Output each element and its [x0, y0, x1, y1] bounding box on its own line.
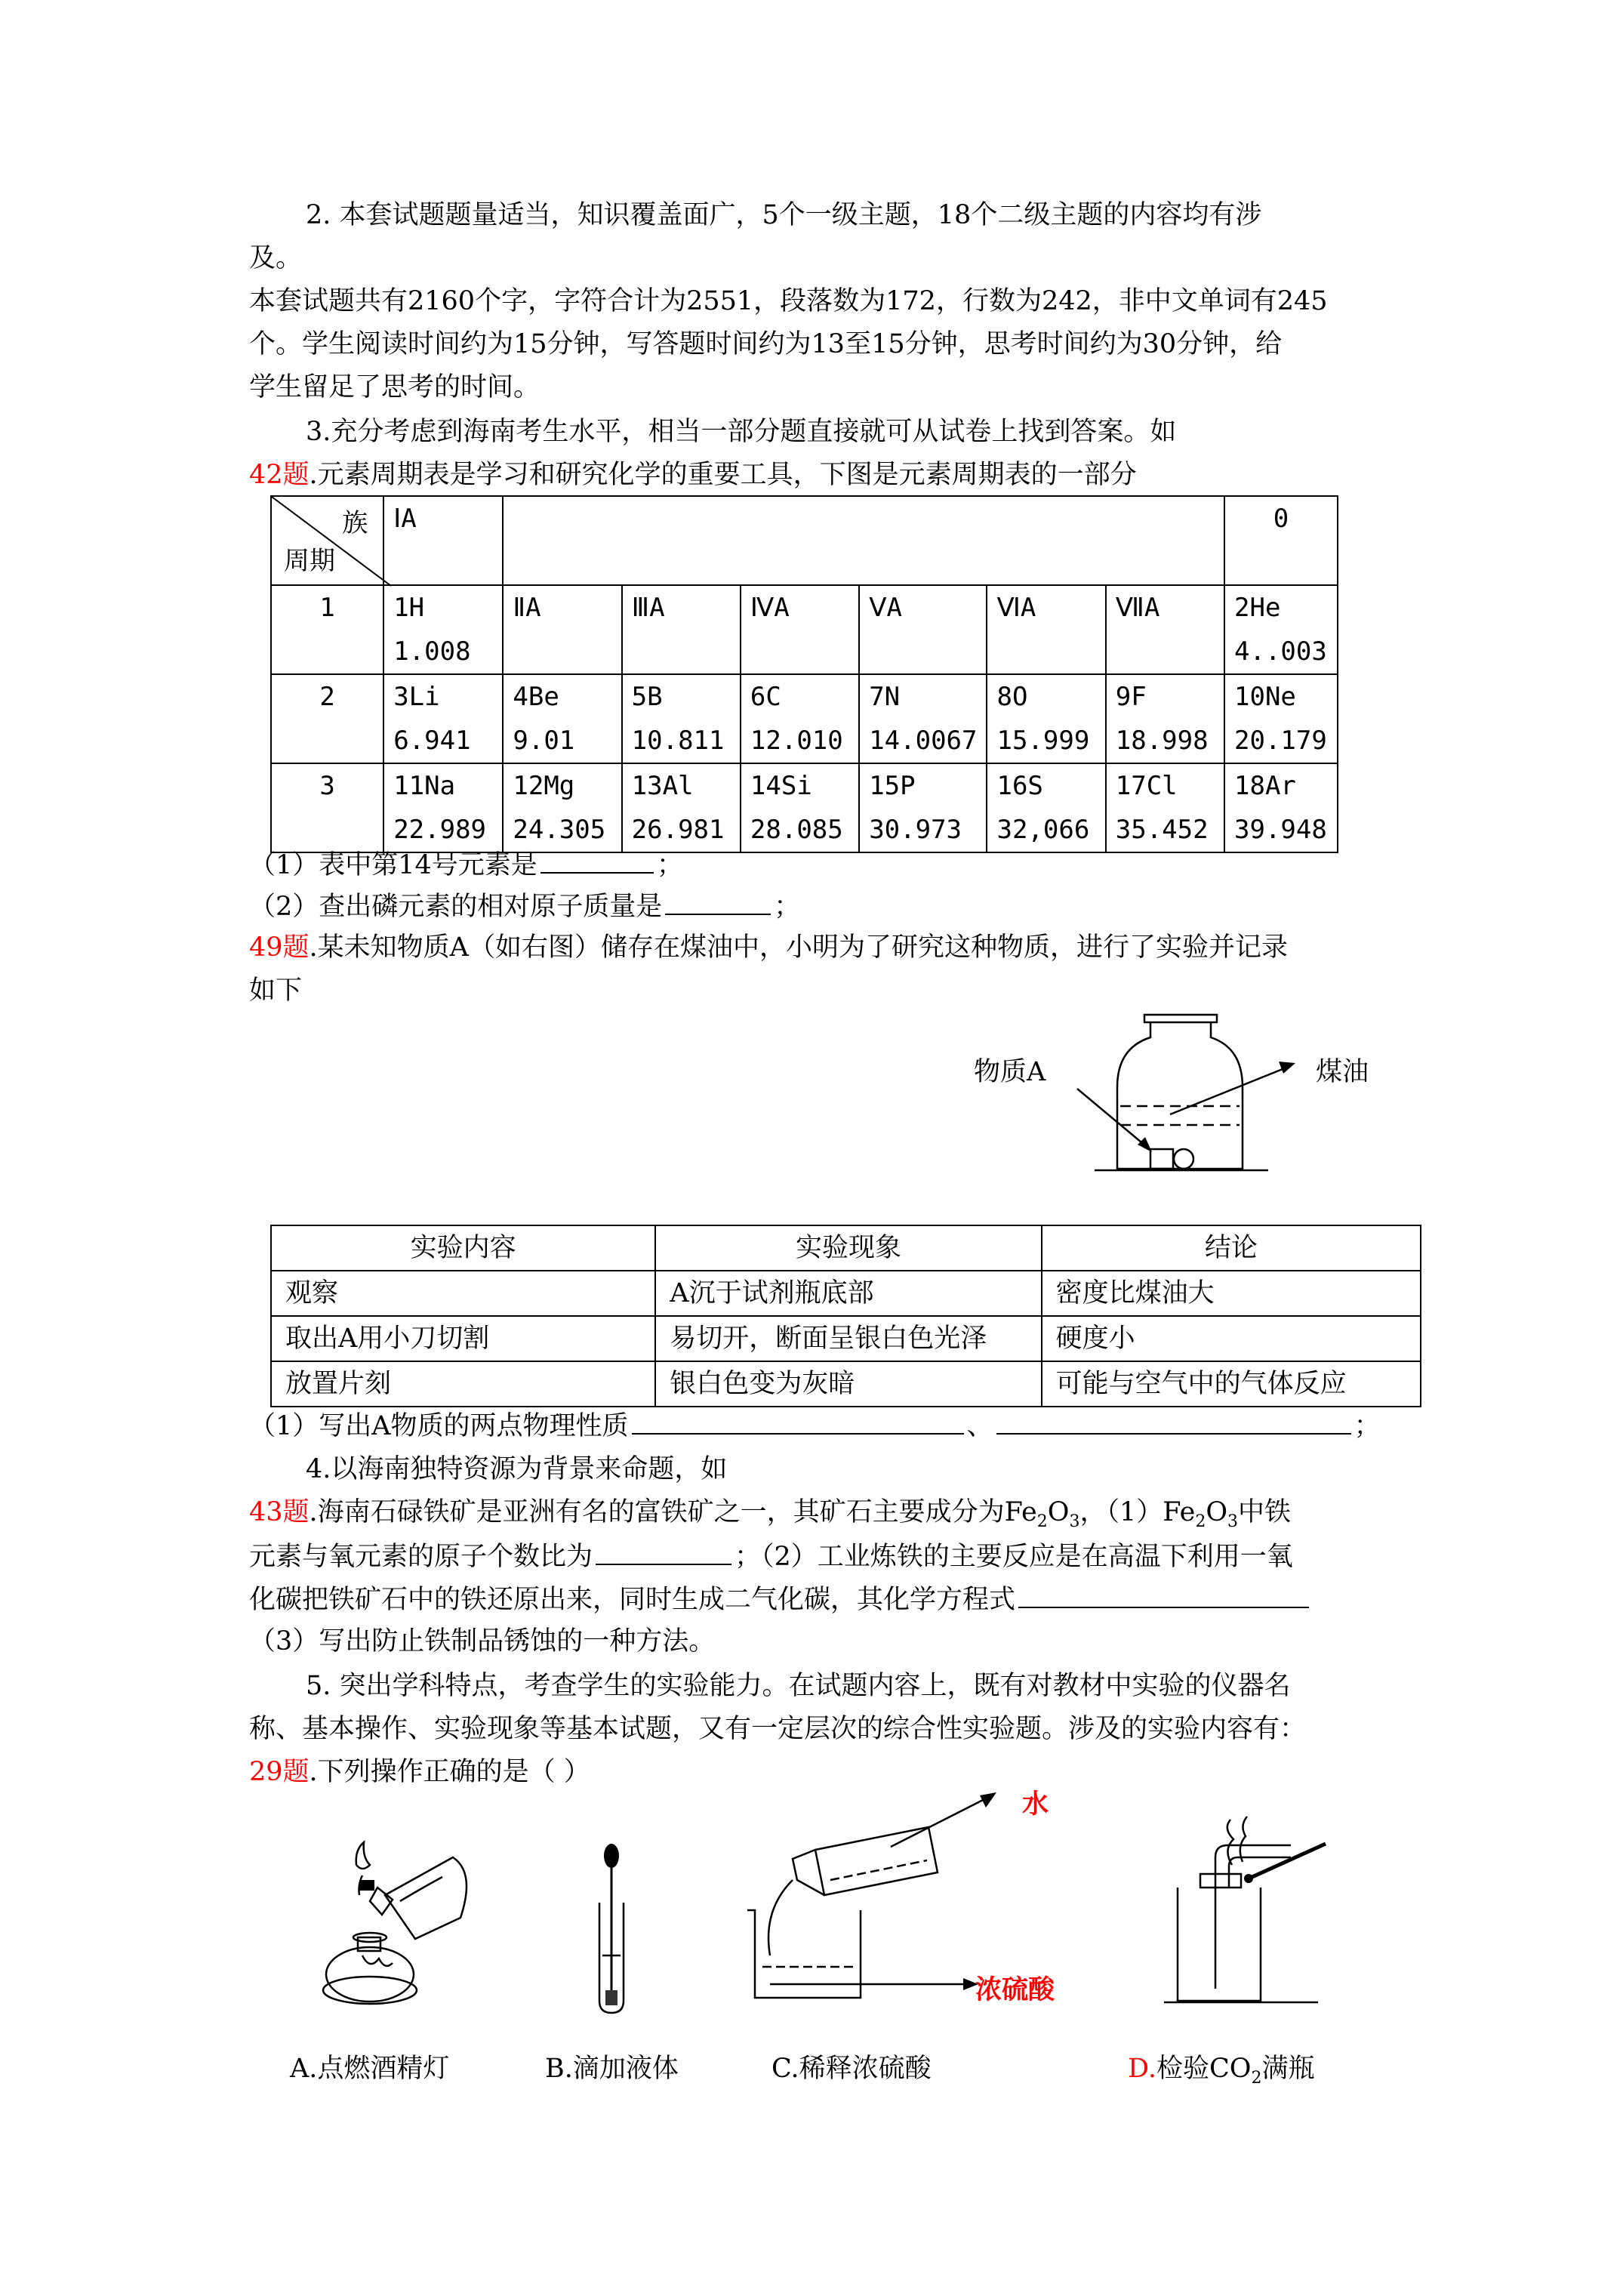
q29-text: .下列操作正确的是（ ） [309, 1757, 590, 1787]
substance-a-piece [1174, 1149, 1193, 1169]
q43-line1-c: ，（1）Fe [1079, 1497, 1196, 1527]
element-cell [622, 763, 741, 852]
element-mass: 1.008 [393, 636, 471, 667]
q49-sub1 [249, 1407, 1381, 1444]
q49-answer-blank-2[interactable] [996, 1407, 1351, 1435]
q43-line2 [249, 1538, 1293, 1574]
cell-conclusion: 硬度小 [1042, 1316, 1421, 1361]
element-symbol: 2He [1234, 593, 1281, 623]
option-c-caption: C.稀释浓硫酸 [771, 2054, 932, 2084]
q49-text-line1: .某未知物质A（如右图）储存在煤油中，小明为了研究这种物质，进行了实验并记录 [309, 932, 1288, 963]
dropper-bulb [604, 1844, 619, 1868]
element-symbol: 5B [631, 682, 663, 712]
element-cell [503, 763, 621, 852]
cell-conclusion: 可能与空气中的气体反应 [1042, 1361, 1421, 1407]
element-symbol: ⅦA [1115, 593, 1160, 623]
element-symbol: 17Cl [1115, 771, 1178, 801]
cell-content: 取出A用小刀切割 [271, 1316, 655, 1361]
q43-answer-blank-2[interactable] [1018, 1581, 1309, 1608]
element-symbol: ⅢA [631, 593, 665, 623]
q49-sub1-sep: 、 [966, 1411, 993, 1441]
element-cell [1224, 674, 1338, 763]
element-cell [741, 763, 859, 852]
element-symbol: 4Be [513, 682, 559, 712]
q42-sub1 [249, 846, 683, 883]
element-symbol: 18Ar [1234, 771, 1296, 801]
co2-test-figure [1147, 1820, 1329, 2008]
option-d-text: 检验CO [1156, 2054, 1252, 2084]
cell-phenomenon: 银白色变为灰暗 [655, 1361, 1041, 1407]
tilted-lamp [385, 1857, 467, 1939]
gas-bottle [1178, 1888, 1261, 2001]
element-symbol: 3Li [393, 682, 440, 712]
element-symbol: 14Si [750, 771, 812, 801]
element-cell [987, 674, 1105, 763]
element-symbol: 6C [750, 682, 781, 712]
tilted-lamp-line [400, 1877, 442, 1901]
element-cell [1106, 585, 1224, 674]
element-cell [1106, 674, 1224, 763]
q29-stem [249, 1755, 590, 1789]
dropper-figure [581, 1842, 642, 2023]
arrow-to-a [1077, 1089, 1146, 1146]
element-mass: 30.973 [869, 815, 962, 845]
element-mass: 20.179 [1234, 726, 1327, 756]
q42-sub2 [249, 888, 800, 924]
header-blank-span [503, 496, 1224, 585]
q43-line1-a: .海南石碌铁矿是亚洲有名的富铁矿之一，其矿石主要成分为Fe [309, 1497, 1037, 1527]
cell-conclusion: 密度比煤油大 [1042, 1271, 1421, 1316]
periodic-table [270, 495, 1338, 853]
experiment-table [270, 1225, 1421, 1407]
element-symbol: ⅣA [750, 593, 790, 623]
q42-sub2-end: ； [774, 892, 801, 922]
element-symbol: 9F [1115, 682, 1147, 712]
q43-line1-b: O [1047, 1497, 1070, 1527]
smoke-2 [1240, 1817, 1247, 1862]
element-cell [987, 585, 1105, 674]
cell-content: 观察 [271, 1271, 655, 1316]
element-symbol: ⅤA [869, 593, 902, 623]
element-symbol: 13Al [631, 771, 694, 801]
ember [1244, 1874, 1253, 1883]
diagonal-header-cell [271, 496, 383, 585]
alcohol-lamp-figure [310, 1842, 491, 2016]
paragraph-3: 3.充分考虑到海南考生水平，相当一部分题直接就可从试卷上找到答案。如 [306, 417, 1177, 447]
arrowhead-a [1138, 1137, 1152, 1152]
element-cell [503, 674, 621, 763]
element-mass: 9.01 [513, 726, 575, 756]
arrowhead-water [980, 1792, 996, 1808]
stats-line1: 本套试题共有2160个字，字符合计为2551，段落数为172，行数为242，非中文单词有245 [249, 286, 1328, 316]
element-mass: 28.085 [750, 815, 843, 845]
q43-number: 43题 [249, 1497, 310, 1527]
period-number: 1 [271, 585, 383, 674]
label-concentrated-acid: 浓硫酸 [975, 1975, 1055, 2005]
arrow-to-kerosene [1170, 1068, 1286, 1114]
reagent-bottle-figure [1079, 1012, 1306, 1178]
option-d-letter: D. [1128, 2054, 1156, 2084]
element-mass: 35.452 [1115, 815, 1209, 845]
element-symbol: 15P [869, 771, 916, 801]
element-symbol: 10Ne [1234, 682, 1296, 712]
header-content: 实验内容 [271, 1225, 655, 1271]
q43-answer-blank-1[interactable] [596, 1538, 731, 1565]
q43-line3 [249, 1581, 1312, 1617]
q49-sub1-end: ； [1354, 1411, 1381, 1441]
element-cell [622, 674, 741, 763]
element-mass: 24.305 [513, 815, 606, 845]
element-mass: 6.941 [393, 726, 471, 756]
element-cell [859, 674, 987, 763]
element-symbol: 16S [996, 771, 1043, 801]
dilution-figure [740, 1804, 996, 2001]
group-IA-header: ⅠA [383, 496, 503, 585]
q43-line2-a: 元素与氧元素的原子个数比为 [249, 1542, 593, 1572]
tilted-bottle [815, 1827, 938, 1895]
flame-icon [356, 1842, 370, 1869]
element-cell [859, 763, 987, 852]
q43-line2-b: ；（2）工业炼铁的主要反应是在高温下利用一氧 [735, 1542, 1293, 1572]
element-mass: 4..003 [1234, 636, 1327, 667]
periodic-table-header-row [271, 496, 1338, 585]
lamp-wick [362, 1955, 393, 1966]
element-mass: 32,066 [996, 815, 1090, 845]
element-cell [503, 585, 621, 674]
cell-phenomenon: 易切开，断面呈银白色光泽 [655, 1316, 1041, 1361]
element-symbol: ⅡA [513, 593, 541, 623]
element-mass: 39.948 [1234, 815, 1327, 845]
element-symbol: 11Na [393, 771, 456, 801]
q43-line1 [249, 1495, 1291, 1539]
bottle-stopper [1144, 1015, 1217, 1022]
q49-stem-line1 [249, 930, 1288, 965]
lamp-base [323, 1977, 417, 2004]
q49-number: 49题 [249, 932, 310, 963]
stats-line2: 个。学生阅读时间约为15分钟，写答题时间约为13至15分钟，思考时间约为30分钟，给 [249, 329, 1283, 359]
element-cell [622, 585, 741, 674]
element-symbol: ⅥA [996, 593, 1036, 623]
q42-sub1-text: （1）表中第14号元素是 [249, 850, 537, 880]
q43-sub-c: 2 [1195, 1512, 1206, 1531]
long-tube [1215, 1845, 1291, 1989]
option-b-caption: B.滴加液体 [545, 2054, 679, 2084]
element-mass: 22.989 [393, 815, 487, 845]
q42-answer-blank-2[interactable] [665, 888, 771, 915]
q42-number: 42题 [249, 460, 310, 490]
q42-sub2-text: （2）查出磷元素的相对原子质量是 [249, 892, 663, 922]
label-water: 水 [1022, 1789, 1049, 1820]
element-cell [859, 585, 987, 674]
header-period-label: 周期 [284, 546, 335, 576]
q42-text: .元素周期表是学习和研究化学的重要工具，下图是元素周期表的一部分 [309, 460, 1137, 490]
pour-stream [768, 1880, 793, 1955]
element-mass: 14.0067 [869, 726, 978, 756]
header-group-label: 族 [342, 508, 368, 538]
table-row [271, 763, 1338, 852]
q43-line3-text: 化碳把铁矿石中的铁还原出来，同时生成二气化碳，其化学方程式 [249, 1585, 1016, 1615]
element-cell [383, 763, 503, 852]
element-symbol: 8O [996, 682, 1028, 712]
table-row [271, 1361, 1421, 1407]
element-cell [383, 674, 503, 763]
element-cell [1106, 763, 1224, 852]
q49-answer-blank-1[interactable] [632, 1407, 964, 1435]
element-cell [741, 674, 859, 763]
bottle-outline [1117, 1022, 1243, 1169]
q42-sub1-end: ； [656, 850, 683, 880]
wick-dark [359, 1880, 374, 1891]
option-a-caption: A.点燃酒精灯 [290, 2054, 450, 2084]
lamp-body [326, 1947, 414, 2002]
q29-number: 29题 [249, 1757, 310, 1787]
table-row [271, 585, 1338, 674]
element-cell [987, 763, 1105, 852]
element-mass: 15.999 [996, 726, 1090, 756]
arrow-water [891, 1797, 989, 1847]
lamp-neck [358, 1937, 380, 1951]
arrowhead-kerosene [1279, 1062, 1295, 1074]
element-cell [1224, 585, 1338, 674]
period-number: 2 [271, 674, 383, 763]
paragraph-4: 4.以海南独特资源为背景来命题，如 [306, 1454, 728, 1484]
q43-sub-d: 3 [1227, 1512, 1239, 1531]
q49-sub1-text: （1）写出A物质的两点物理性质 [249, 1411, 629, 1441]
paragraph-2-line2: 及。 [249, 243, 303, 273]
cell-phenomenon: A沉于试剂瓶底部 [655, 1271, 1041, 1316]
option-d-caption [1128, 2052, 1314, 2095]
element-mass: 12.010 [750, 726, 843, 756]
stats-line3: 学生留足了思考的时间。 [249, 372, 540, 402]
element-cell [1224, 763, 1338, 852]
table-row [271, 1271, 1421, 1316]
burning-stick [1246, 1844, 1326, 1880]
q42-stem [249, 458, 1137, 492]
header-phenomenon: 实验现象 [655, 1225, 1041, 1271]
q43-sub-b: 3 [1069, 1512, 1080, 1531]
paragraph-2-line1: 2. 本套试题题量适当，知识覆盖面广，5个一级主题，18个二级主题的内容均有涉 [306, 200, 1262, 230]
bottle-neck [1200, 1874, 1241, 1888]
q49-stem-line2: 如下 [249, 975, 303, 1006]
element-symbol: 1H [393, 593, 425, 623]
liquid-fill [605, 1990, 617, 2005]
q43-line1-d: O [1206, 1497, 1228, 1527]
element-mass: 18.998 [1115, 726, 1209, 756]
table-row [271, 674, 1338, 763]
cell-content: 放置片刻 [271, 1361, 655, 1407]
q43-line1-e: 中铁 [1238, 1497, 1292, 1527]
q42-answer-blank-1[interactable] [540, 846, 654, 874]
group-0-header: 0 [1224, 496, 1338, 585]
q43-line4: （3）写出防止铁制品锈蚀的一种方法。 [249, 1626, 716, 1657]
element-cell [383, 585, 503, 674]
header-conclusion: 结论 [1042, 1225, 1421, 1271]
option-d-sub: 2 [1251, 2069, 1262, 2088]
table-row [271, 1316, 1421, 1361]
element-cell [741, 585, 859, 674]
period-number: 3 [271, 763, 383, 852]
label-substance-a: 物质A [974, 1057, 1046, 1087]
experiment-table-header [271, 1225, 1421, 1271]
element-mass: 10.811 [631, 726, 725, 756]
element-symbol: 12Mg [513, 771, 575, 801]
paragraph-5-line1: 5. 突出学科特点，考查学生的实验能力。在试题内容上，既有对教材中实验的仪器名 [306, 1671, 1291, 1701]
substance-a-block [1150, 1149, 1173, 1169]
option-d-end: 满瓶 [1261, 2054, 1315, 2084]
q43-sub-a: 2 [1036, 1512, 1048, 1531]
element-mass: 26.981 [631, 815, 725, 845]
element-symbol: 7N [869, 682, 901, 712]
paragraph-5-line2: 称、基本操作、实验现象等基本试题，又有一定层次的综合性实验题。涉及的实验内容有： [249, 1714, 1307, 1744]
label-kerosene: 煤油 [1316, 1057, 1369, 1087]
